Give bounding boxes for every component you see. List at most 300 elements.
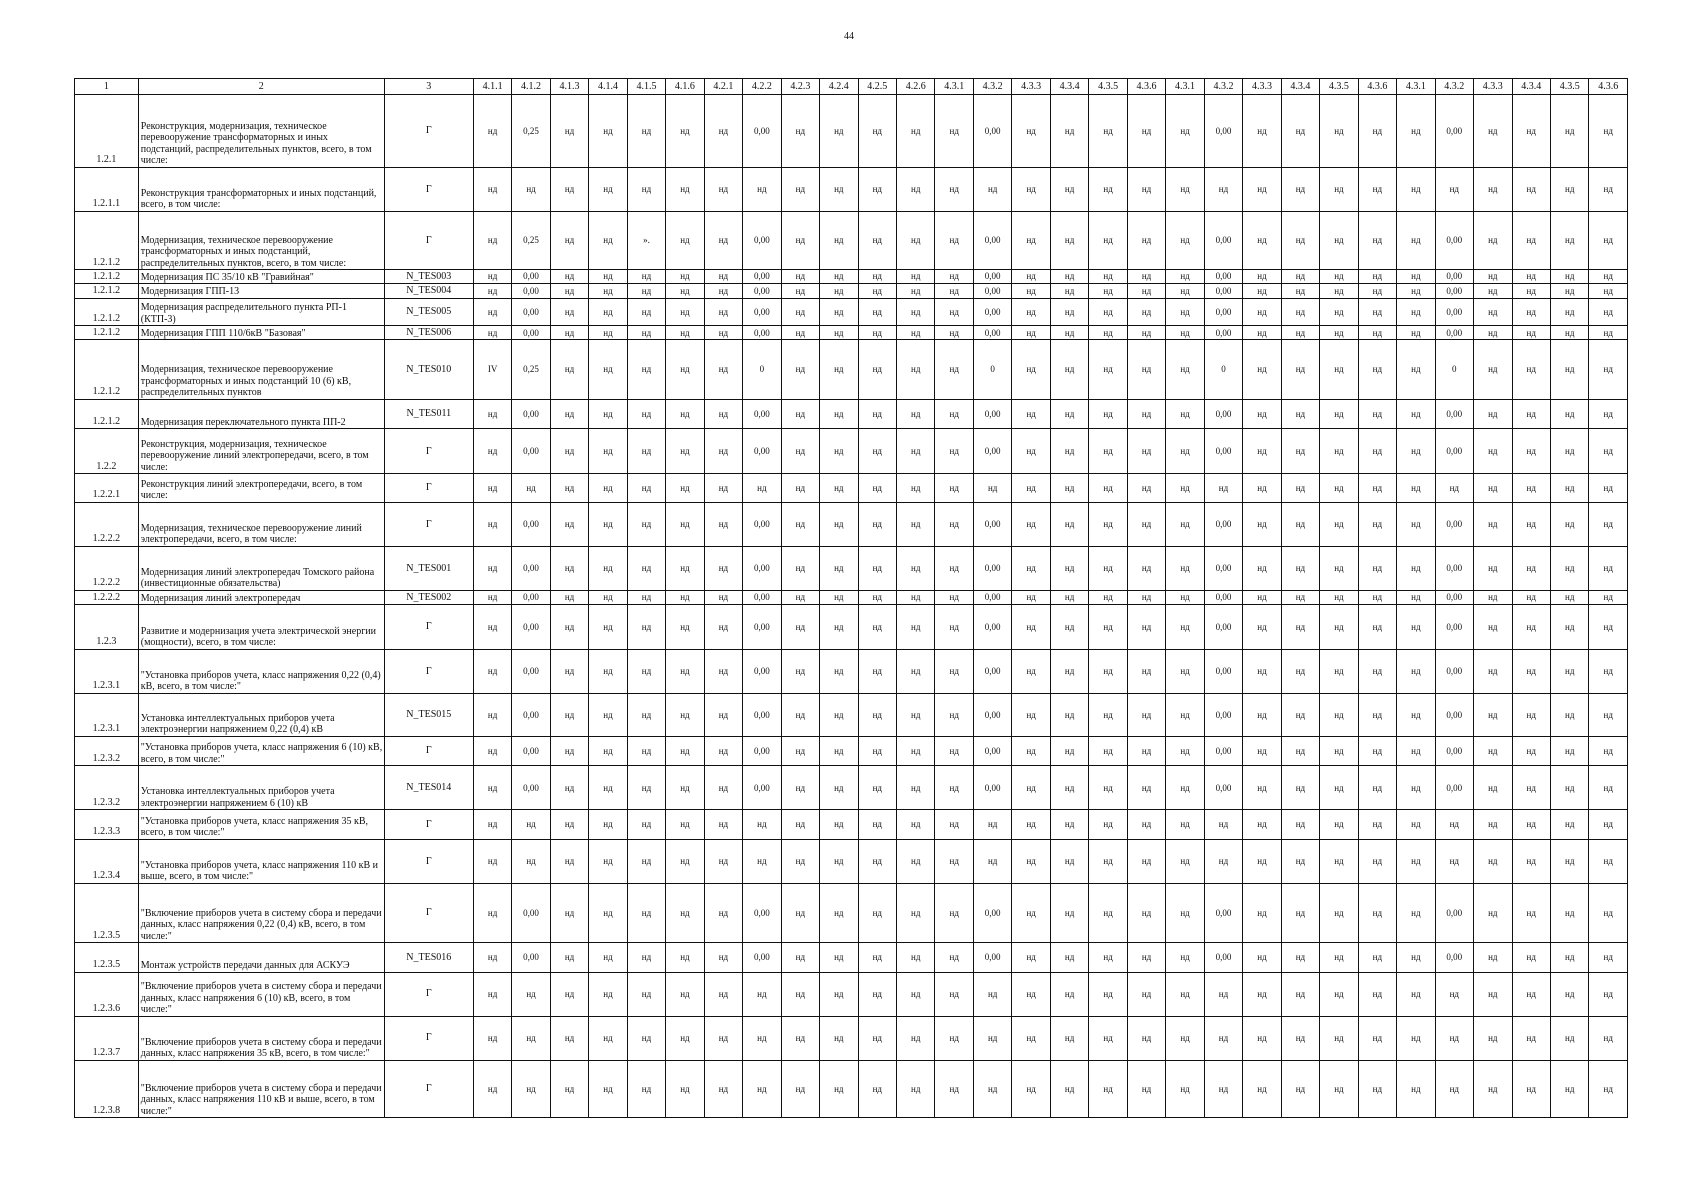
value-cell: нд [473,810,511,840]
value-cell: нд [1166,298,1204,326]
table-row [75,211,1628,269]
value-cell: нд [589,340,627,399]
value-cell: нд [473,167,511,211]
value-cell: нд [512,972,550,1016]
value-cell: нд [1012,284,1050,298]
value-cell: нд [1358,766,1396,810]
value-cell: нд [1550,399,1588,429]
value-cell: 0,00 [973,298,1011,326]
value-cell: нд [1050,766,1088,810]
value-cell: нд [781,340,819,399]
value-cell: нд [1550,883,1588,942]
value-cell: нд [589,883,627,942]
value-cell: 0,00 [973,95,1011,168]
value-cell: нд [1127,284,1165,298]
value-cell: нд [1550,693,1588,736]
value-cell: нд [781,766,819,810]
value-cell: нд [666,972,704,1016]
value-cell: нд [1166,693,1204,736]
value-cell: нд [1281,340,1319,399]
value-cell: нд [1012,474,1050,503]
value-cell: нд [589,95,627,168]
value-cell: нд [1550,95,1588,168]
row-code: Г [384,810,473,840]
value-cell: нд [897,474,935,503]
value-cell: нд [1127,736,1165,766]
value-cell: нд [1127,298,1165,326]
value-cell: нд [1550,943,1588,973]
row-number: 1.2.3.1 [75,693,139,736]
value-cell: 0,00 [1204,211,1242,269]
value-cell: нд [1089,167,1127,211]
value-cell: нд [1166,883,1204,942]
value-cell: нд [781,502,819,546]
value-cell: нд [1089,502,1127,546]
value-cell: 0,00 [743,605,781,650]
value-cell: нд [1397,1060,1435,1117]
value-cell: нд [1127,474,1165,503]
value-cell: нд [1320,340,1358,399]
value-cell: нд [1204,972,1242,1016]
value-cell: нд [1550,284,1588,298]
value-cell: нд [1127,766,1165,810]
column-header: 4.3.6 [1127,79,1165,95]
value-cell: нд [1281,298,1319,326]
value-cell: нд [550,270,588,284]
value-cell: нд [1397,972,1435,1016]
value-cell: нд [1474,839,1512,883]
column-header: 4.3.5 [1550,79,1588,95]
value-cell: нд [704,399,742,429]
row-name: "Установка приборов учета, класс напряжения 35 кВ, всего, в том числе:" [138,810,384,840]
column-header: 4.3.5 [1320,79,1358,95]
value-cell: нд [858,649,896,693]
value-cell: нд [1589,649,1628,693]
value-cell: нд [1589,943,1628,973]
value-cell: нд [935,590,973,604]
row-code: N_TES011 [384,399,473,429]
value-cell: нд [1474,211,1512,269]
value-cell: нд [820,839,858,883]
value-cell: нд [1320,649,1358,693]
value-cell: нд [1358,605,1396,650]
value-cell: нд [1358,883,1396,942]
value-cell: нд [1550,298,1588,326]
value-cell: нд [1397,839,1435,883]
value-cell: нд [935,340,973,399]
value-cell: нд [1550,649,1588,693]
value-cell: нд [781,972,819,1016]
value-cell: нд [1397,211,1435,269]
value-cell: нд [1204,810,1242,840]
value-cell: 0,00 [1204,766,1242,810]
value-cell: нд [781,474,819,503]
row-number: 1.2.1.2 [75,284,139,298]
value-cell: нд [704,429,742,474]
value-cell: нд [666,1016,704,1060]
column-header: 4.1.6 [666,79,704,95]
value-cell: нд [1166,649,1204,693]
row-code: N_TES003 [384,270,473,284]
row-name: Модернизация ГПП 110/6кВ "Базовая" [138,326,384,340]
value-cell: нд [1512,474,1550,503]
value-cell: нд [1127,1060,1165,1117]
value-cell: нд [1127,649,1165,693]
table-row [75,429,1628,474]
value-cell: нд [935,1060,973,1117]
value-cell: 0,00 [743,883,781,942]
value-cell: нд [1512,270,1550,284]
value-cell: 0,00 [973,429,1011,474]
value-cell: нд [666,736,704,766]
row-number: 1.2.1.2 [75,211,139,269]
value-cell: нд [897,211,935,269]
value-cell: нд [1012,649,1050,693]
value-cell: нд [1281,211,1319,269]
value-cell: нд [935,326,973,340]
value-cell: нд [1089,270,1127,284]
value-cell: нд [1358,943,1396,973]
value-cell: 0,00 [512,649,550,693]
value-cell: нд [589,972,627,1016]
value-cell: нд [666,546,704,590]
value-cell: нд [1204,1016,1242,1060]
value-cell: нд [1474,399,1512,429]
value-cell: нд [1550,972,1588,1016]
value-cell: нд [1243,1016,1281,1060]
value-cell: нд [704,736,742,766]
value-cell: нд [1089,399,1127,429]
value-cell: нд [1512,605,1550,650]
value-cell: нд [1550,326,1588,340]
column-header: 4.3.3 [1474,79,1512,95]
value-cell: нд [1166,502,1204,546]
value-cell: нд [473,590,511,604]
value-cell: нд [550,399,588,429]
value-cell: нд [743,839,781,883]
value-cell: нд [858,883,896,942]
value-cell: нд [666,693,704,736]
table-row [75,590,1628,604]
row-number: 1.2.3 [75,605,139,650]
value-cell: нд [858,326,896,340]
value-cell: нд [550,649,588,693]
value-cell: нд [820,95,858,168]
value-cell: 0,00 [973,326,1011,340]
value-cell: 0,00 [1435,284,1473,298]
value-cell: нд [820,399,858,429]
value-cell: нд [973,167,1011,211]
value-cell: 0,25 [512,211,550,269]
value-cell: 0,00 [973,766,1011,810]
value-cell: нд [935,736,973,766]
value-cell: нд [1166,736,1204,766]
value-cell: нд [1050,298,1088,326]
value-cell: нд [589,943,627,973]
value-cell: нд [1320,270,1358,284]
value-cell: нд [627,693,665,736]
value-cell: 0,00 [1204,693,1242,736]
value-cell: нд [627,474,665,503]
value-cell: нд [704,340,742,399]
value-cell: нд [1012,546,1050,590]
column-header: 4.3.2 [1204,79,1242,95]
value-cell: нд [1281,429,1319,474]
row-code: Г [384,167,473,211]
value-cell: нд [550,298,588,326]
value-cell: нд [627,810,665,840]
value-cell: нд [897,839,935,883]
value-cell: нд [1550,1016,1588,1060]
value-cell: нд [1050,605,1088,650]
value-cell: нд [1166,943,1204,973]
value-cell: нд [1243,766,1281,810]
value-cell: нд [1589,1016,1628,1060]
value-cell: нд [1243,693,1281,736]
value-cell: IV [473,340,511,399]
value-cell: 0,00 [743,943,781,973]
row-number: 1.2.1.2 [75,298,139,326]
value-cell: нд [935,474,973,503]
value-cell: нд [1012,399,1050,429]
value-cell: нд [627,1016,665,1060]
value-cell: нд [1089,211,1127,269]
row-name: Реконструкция, модернизация, техническое перевооружение линий электропередачи, всего, в том числе: [138,429,384,474]
value-cell: нд [820,766,858,810]
value-cell: 0,00 [973,605,1011,650]
value-cell: нд [704,649,742,693]
value-cell: нд [781,590,819,604]
value-cell: нд [1397,883,1435,942]
value-cell: нд [858,1016,896,1060]
value-cell: нд [1281,693,1319,736]
value-cell: нд [1089,1016,1127,1060]
value-cell: нд [666,474,704,503]
value-cell: нд [1474,883,1512,942]
value-cell: нд [1320,1016,1358,1060]
value-cell: нд [935,167,973,211]
value-cell: 0,00 [973,502,1011,546]
value-cell: нд [1166,270,1204,284]
value-cell: нд [781,429,819,474]
value-cell: нд [550,766,588,810]
value-cell: нд [1166,839,1204,883]
row-name: Модернизация, техническое перевооружение линий электропередачи, всего, в том числе: [138,502,384,546]
value-cell: нд [1397,546,1435,590]
value-cell: нд [704,883,742,942]
value-cell: нд [935,883,973,942]
value-cell: нд [1127,429,1165,474]
value-cell: нд [897,502,935,546]
row-number: 1.2.1.2 [75,270,139,284]
value-cell: нд [820,943,858,973]
value-cell: нд [589,502,627,546]
column-header: 4.2.4 [820,79,858,95]
value-cell: нд [1281,883,1319,942]
table-row [75,474,1628,503]
value-cell: нд [1397,590,1435,604]
value-cell: нд [1089,972,1127,1016]
row-name: Модернизация ПС 35/10 кВ "Гравийная" [138,270,384,284]
value-cell: нд [1474,326,1512,340]
value-cell: 0,00 [512,284,550,298]
value-cell: нд [473,839,511,883]
value-cell: нд [550,502,588,546]
value-cell: нд [1320,736,1358,766]
value-cell: 0,00 [743,590,781,604]
value-cell: нд [1127,270,1165,284]
value-cell: нд [743,810,781,840]
value-cell: 0,00 [1204,95,1242,168]
value-cell: нд [781,95,819,168]
value-cell: нд [1127,1016,1165,1060]
value-cell: нд [704,1016,742,1060]
value-cell: нд [627,590,665,604]
value-cell: нд [1589,736,1628,766]
table-row [75,270,1628,284]
value-cell: нд [1012,972,1050,1016]
value-cell: нд [1358,546,1396,590]
row-code: N_TES014 [384,766,473,810]
value-cell: нд [1512,502,1550,546]
value-cell: нд [1397,810,1435,840]
value-cell: нд [1550,270,1588,284]
value-cell: нд [1012,211,1050,269]
value-cell: нд [1281,736,1319,766]
value-cell: нд [1243,429,1281,474]
value-cell: нд [781,943,819,973]
value-cell: 0,00 [743,429,781,474]
table-row [75,972,1628,1016]
value-cell: нд [1474,605,1512,650]
value-cell: нд [858,284,896,298]
value-cell: нд [473,972,511,1016]
value-cell: нд [1474,474,1512,503]
value-cell: нд [627,649,665,693]
value-cell: нд [704,766,742,810]
value-cell: нд [704,1060,742,1117]
value-cell: нд [550,693,588,736]
value-cell: нд [1474,284,1512,298]
value-cell: нд [1358,211,1396,269]
value-cell: нд [1166,766,1204,810]
value-cell: нд [1243,605,1281,650]
value-cell: 0,00 [1204,943,1242,973]
value-cell: нд [1127,972,1165,1016]
value-cell: нд [1127,810,1165,840]
page-number: 44 [844,31,854,42]
row-code: Г [384,502,473,546]
value-cell: нд [589,167,627,211]
value-cell: нд [897,693,935,736]
value-cell: нд [935,810,973,840]
value-cell: нд [1589,399,1628,429]
value-cell: нд [666,284,704,298]
value-cell: 0,00 [743,766,781,810]
value-cell: нд [897,270,935,284]
value-cell: нд [1550,167,1588,211]
value-cell: нд [973,839,1011,883]
value-cell: 0 [1204,340,1242,399]
value-cell: 0 [743,340,781,399]
table-row [75,883,1628,942]
value-cell: нд [1281,810,1319,840]
value-cell: нд [550,839,588,883]
value-cell: 0,00 [1435,590,1473,604]
row-code: Г [384,429,473,474]
value-cell: нд [1512,211,1550,269]
value-cell: нд [858,693,896,736]
value-cell: нд [1397,693,1435,736]
value-cell: нд [589,298,627,326]
column-header: 4.3.2 [973,79,1011,95]
value-cell: нд [897,284,935,298]
value-cell: 0,00 [1435,399,1473,429]
value-cell: нд [1012,340,1050,399]
row-name: "Включение приборов учета в систему сбора и передачи данных, класс напряжения 35 кВ, всего, в том числе:" [138,1016,384,1060]
value-cell: нд [935,284,973,298]
value-cell: нд [550,474,588,503]
value-cell: нд [666,167,704,211]
value-cell: нд [589,810,627,840]
value-cell: нд [1281,270,1319,284]
table-row [75,340,1628,399]
column-header: 4.3.1 [1397,79,1435,95]
value-cell: 0,00 [743,95,781,168]
value-cell: нд [1589,883,1628,942]
value-cell: нд [1397,1016,1435,1060]
column-header: 4.2.1 [704,79,742,95]
value-cell: нд [935,1016,973,1060]
value-cell: нд [1012,1060,1050,1117]
value-cell: нд [704,270,742,284]
value-cell: 0,00 [512,399,550,429]
value-cell: нд [1127,546,1165,590]
row-name: Развитие и модернизация учета электрической энергии (мощности), всего, в том числе: [138,605,384,650]
value-cell: нд [627,298,665,326]
value-cell: нд [666,605,704,650]
row-number: 1.2.3.7 [75,1016,139,1060]
value-cell: нд [1281,474,1319,503]
value-cell: нд [1012,298,1050,326]
value-cell: нд [1089,340,1127,399]
value-cell: нд [1243,340,1281,399]
row-code: N_TES006 [384,326,473,340]
value-cell: 0,00 [512,693,550,736]
value-cell: нд [935,546,973,590]
value-cell: 0,00 [743,649,781,693]
value-cell: нд [1320,766,1358,810]
column-header: 4.3.6 [1358,79,1396,95]
value-cell: нд [858,95,896,168]
table-row [75,326,1628,340]
value-cell: нд [627,95,665,168]
value-cell: нд [1243,399,1281,429]
value-cell: нд [1281,502,1319,546]
value-cell: нд [1127,399,1165,429]
value-cell: нд [897,810,935,840]
value-cell: нд [704,839,742,883]
value-cell: нд [935,943,973,973]
value-cell: нд [1358,326,1396,340]
value-cell: 0,00 [743,211,781,269]
value-cell: 0,00 [1435,298,1473,326]
value-cell: нд [704,211,742,269]
value-cell: нд [1127,693,1165,736]
value-cell: 0,00 [1204,326,1242,340]
value-cell: 0,00 [973,736,1011,766]
value-cell: нд [666,270,704,284]
